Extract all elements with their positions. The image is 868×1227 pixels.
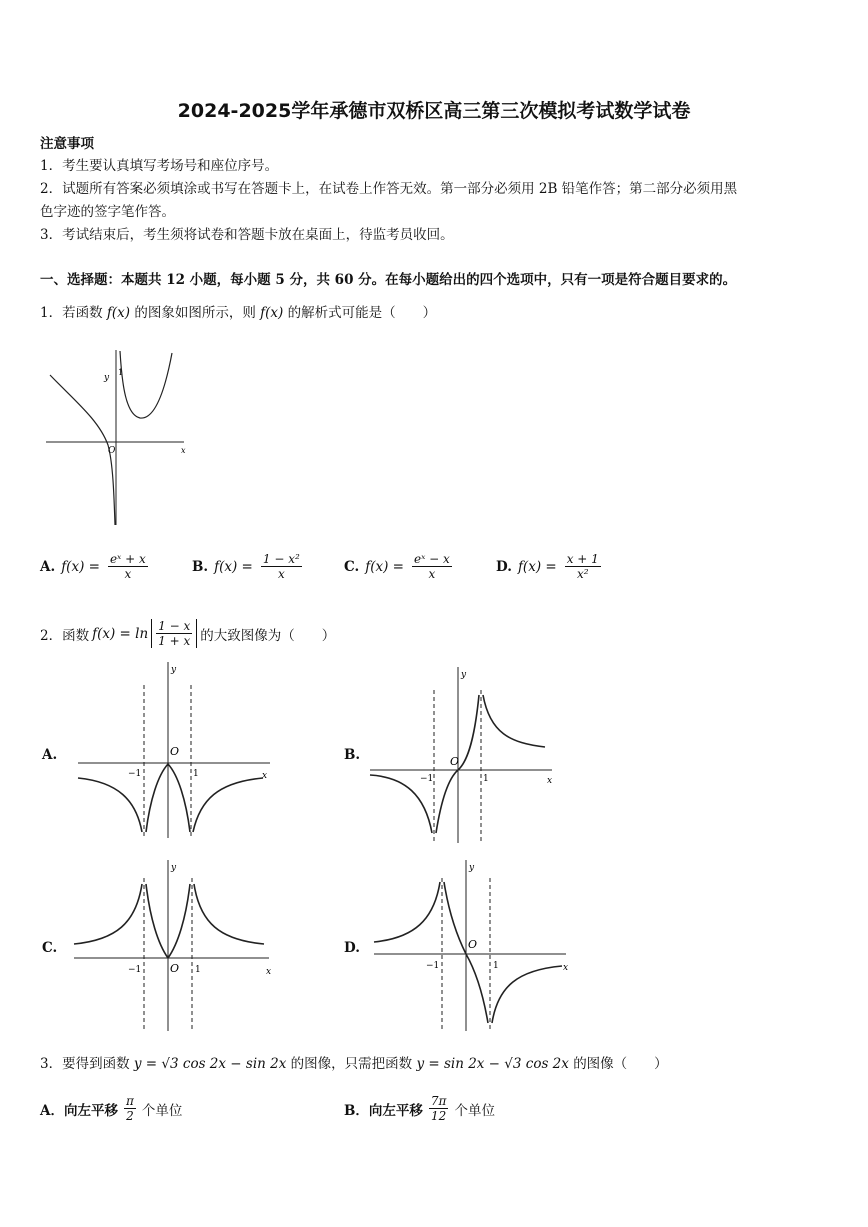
q3-mid: 的图像，只需把函数 xyxy=(290,1056,413,1072)
q1-graph xyxy=(44,345,194,530)
curve xyxy=(78,778,142,832)
option-lhs: f(x) = xyxy=(61,558,100,575)
q1-origin-label: O xyxy=(108,446,116,456)
origin-label: O xyxy=(170,962,180,975)
q3-expr2: y = sin 2x − √3 cos 2x xyxy=(416,1056,569,1072)
q2-graph-b[interactable] xyxy=(370,665,560,845)
section-heading: 一、选择题：本题共 12 小题，每小题 5 分，共 60 分。在每小题给出的四个选项中，只有一项是符合题目要求的。 xyxy=(40,272,737,288)
fraction-numerator: eˣ − x xyxy=(413,552,450,566)
origin-label: O xyxy=(450,755,460,768)
y-label: y xyxy=(171,665,177,675)
q1-prefix: 1．若函数 xyxy=(40,305,103,321)
option-fraction xyxy=(124,1094,136,1123)
fraction-denominator: 2 xyxy=(126,1109,134,1123)
y-label: y xyxy=(469,863,475,873)
question-1-stem xyxy=(40,301,436,321)
q1-curve-left xyxy=(50,375,115,525)
fraction-denominator: 1 + x xyxy=(158,634,191,648)
x-label: x xyxy=(547,776,553,786)
q1-curve-right xyxy=(120,351,172,418)
q2-suffix: 的大致图像为（ ） xyxy=(200,627,336,644)
x-label: x xyxy=(563,963,569,973)
option-fraction xyxy=(108,552,148,581)
option-fraction xyxy=(429,1094,449,1123)
note-item: 2．试题所有答案必须填涂或书写在答题卡上，在试卷上作答无效。第一部分必须用 2B 铅笔作答；第二部分必须用黑 xyxy=(40,181,738,197)
q2-option-b-label[interactable]: B. xyxy=(344,747,361,763)
tick-one: 1 xyxy=(483,774,489,784)
q1-options xyxy=(40,552,840,596)
option-lhs: f(x) = xyxy=(365,558,404,575)
tick-one: 1 xyxy=(193,769,199,779)
q1-suffix: 的解析式可能是（ ） xyxy=(287,305,437,321)
q2-graph-c[interactable] xyxy=(74,858,274,1033)
q2-fraction xyxy=(156,619,192,648)
option-label: A．向左平移 xyxy=(40,1102,118,1119)
note-item: 3．考试结束后，考生须将试卷和答题卡放在桌面上，待监考员收回。 xyxy=(40,227,454,243)
fraction-denominator: x xyxy=(428,567,436,581)
curve xyxy=(193,778,263,832)
x-label: x xyxy=(266,967,272,977)
fraction-numerator: 1 − x² xyxy=(262,552,300,566)
tick-one: 1 xyxy=(195,965,201,975)
option-label: B. xyxy=(192,558,209,575)
q2-abs xyxy=(151,619,197,648)
q2-graph-a[interactable] xyxy=(78,660,278,840)
tick-neg-one: −1 xyxy=(128,769,142,779)
q3-expr1: y = √3 cos 2x − sin 2x xyxy=(133,1056,287,1072)
option-fraction xyxy=(261,552,302,581)
option-label: C. xyxy=(344,558,360,575)
option-label: B．向左平移 xyxy=(344,1102,423,1119)
notes-heading: 注意事项 xyxy=(40,136,94,152)
q2-lhs: f(x) = ln xyxy=(92,625,149,642)
y-label: y xyxy=(461,670,467,680)
option-tail: 个单位 xyxy=(454,1102,495,1119)
curve xyxy=(483,695,545,747)
curve xyxy=(492,966,562,1023)
origin-label: O xyxy=(170,745,180,758)
fraction-numerator: x + 1 xyxy=(566,552,599,566)
q2-graph-d[interactable] xyxy=(374,858,574,1033)
option-lhs: f(x) = xyxy=(517,558,557,575)
q1-option-c[interactable] xyxy=(344,552,454,581)
question-3-stem xyxy=(40,1052,668,1072)
fraction-denominator: 12 xyxy=(431,1109,447,1123)
fraction-numerator: 7π xyxy=(430,1094,447,1108)
fraction-numerator: eˣ + x xyxy=(109,552,146,566)
curve xyxy=(374,882,440,942)
option-lhs: f(x) = xyxy=(214,558,253,575)
fraction-denominator: x xyxy=(124,567,132,581)
q1-tick-label: 1 xyxy=(118,368,124,377)
q1-fx: f(x) xyxy=(106,305,131,321)
option-tail: 个单位 xyxy=(141,1102,183,1119)
q1-option-b[interactable] xyxy=(192,552,304,581)
q2-option-c-label[interactable]: C. xyxy=(42,940,58,956)
fraction-numerator: 1 − x xyxy=(158,619,191,633)
q1-fx-2: f(x) xyxy=(260,305,284,321)
question-2-stem xyxy=(40,619,335,648)
origin-label: O xyxy=(468,938,478,951)
q3-option-b[interactable] xyxy=(344,1094,495,1123)
note-item: 色字迹的签字笔作答。 xyxy=(40,204,175,220)
x-label: x xyxy=(262,771,268,781)
curve xyxy=(194,884,264,944)
q1-option-a[interactable] xyxy=(40,552,150,581)
option-label: A. xyxy=(40,558,56,575)
q3-suffix: 的图像（ ） xyxy=(573,1056,668,1072)
q2-option-d-label[interactable]: D. xyxy=(344,940,360,956)
q1-option-d[interactable] xyxy=(496,552,603,581)
tick-neg-one: −1 xyxy=(128,965,142,975)
tick-one: 1 xyxy=(493,961,499,971)
option-fraction xyxy=(565,552,601,581)
q2-option-a-label[interactable]: A. xyxy=(42,747,58,763)
curve xyxy=(74,884,142,944)
q1-x-label: x xyxy=(181,446,186,455)
q2-prefix: 2．函数 xyxy=(40,627,90,644)
option-label: D. xyxy=(496,558,512,575)
y-label: y xyxy=(171,863,177,873)
tick-neg-one: −1 xyxy=(420,774,434,784)
tick-neg-one: −1 xyxy=(426,961,440,971)
page-title: 2024-2025学年承德市双桥区高三第三次模拟考试数学试卷 xyxy=(177,100,691,122)
option-fraction xyxy=(412,552,452,581)
q1-y-label: y xyxy=(104,373,110,383)
fraction-denominator: x² xyxy=(576,567,589,581)
fraction-numerator: π xyxy=(125,1094,134,1108)
q3-option-a[interactable] xyxy=(40,1094,182,1123)
note-item: 1．考生要认真填写考场号和座位序号。 xyxy=(40,158,279,174)
q3-prefix: 3．要得到函数 xyxy=(40,1056,130,1072)
q1-mid: 的图象如图所示，则 xyxy=(134,305,256,321)
fraction-denominator: x xyxy=(277,567,285,581)
